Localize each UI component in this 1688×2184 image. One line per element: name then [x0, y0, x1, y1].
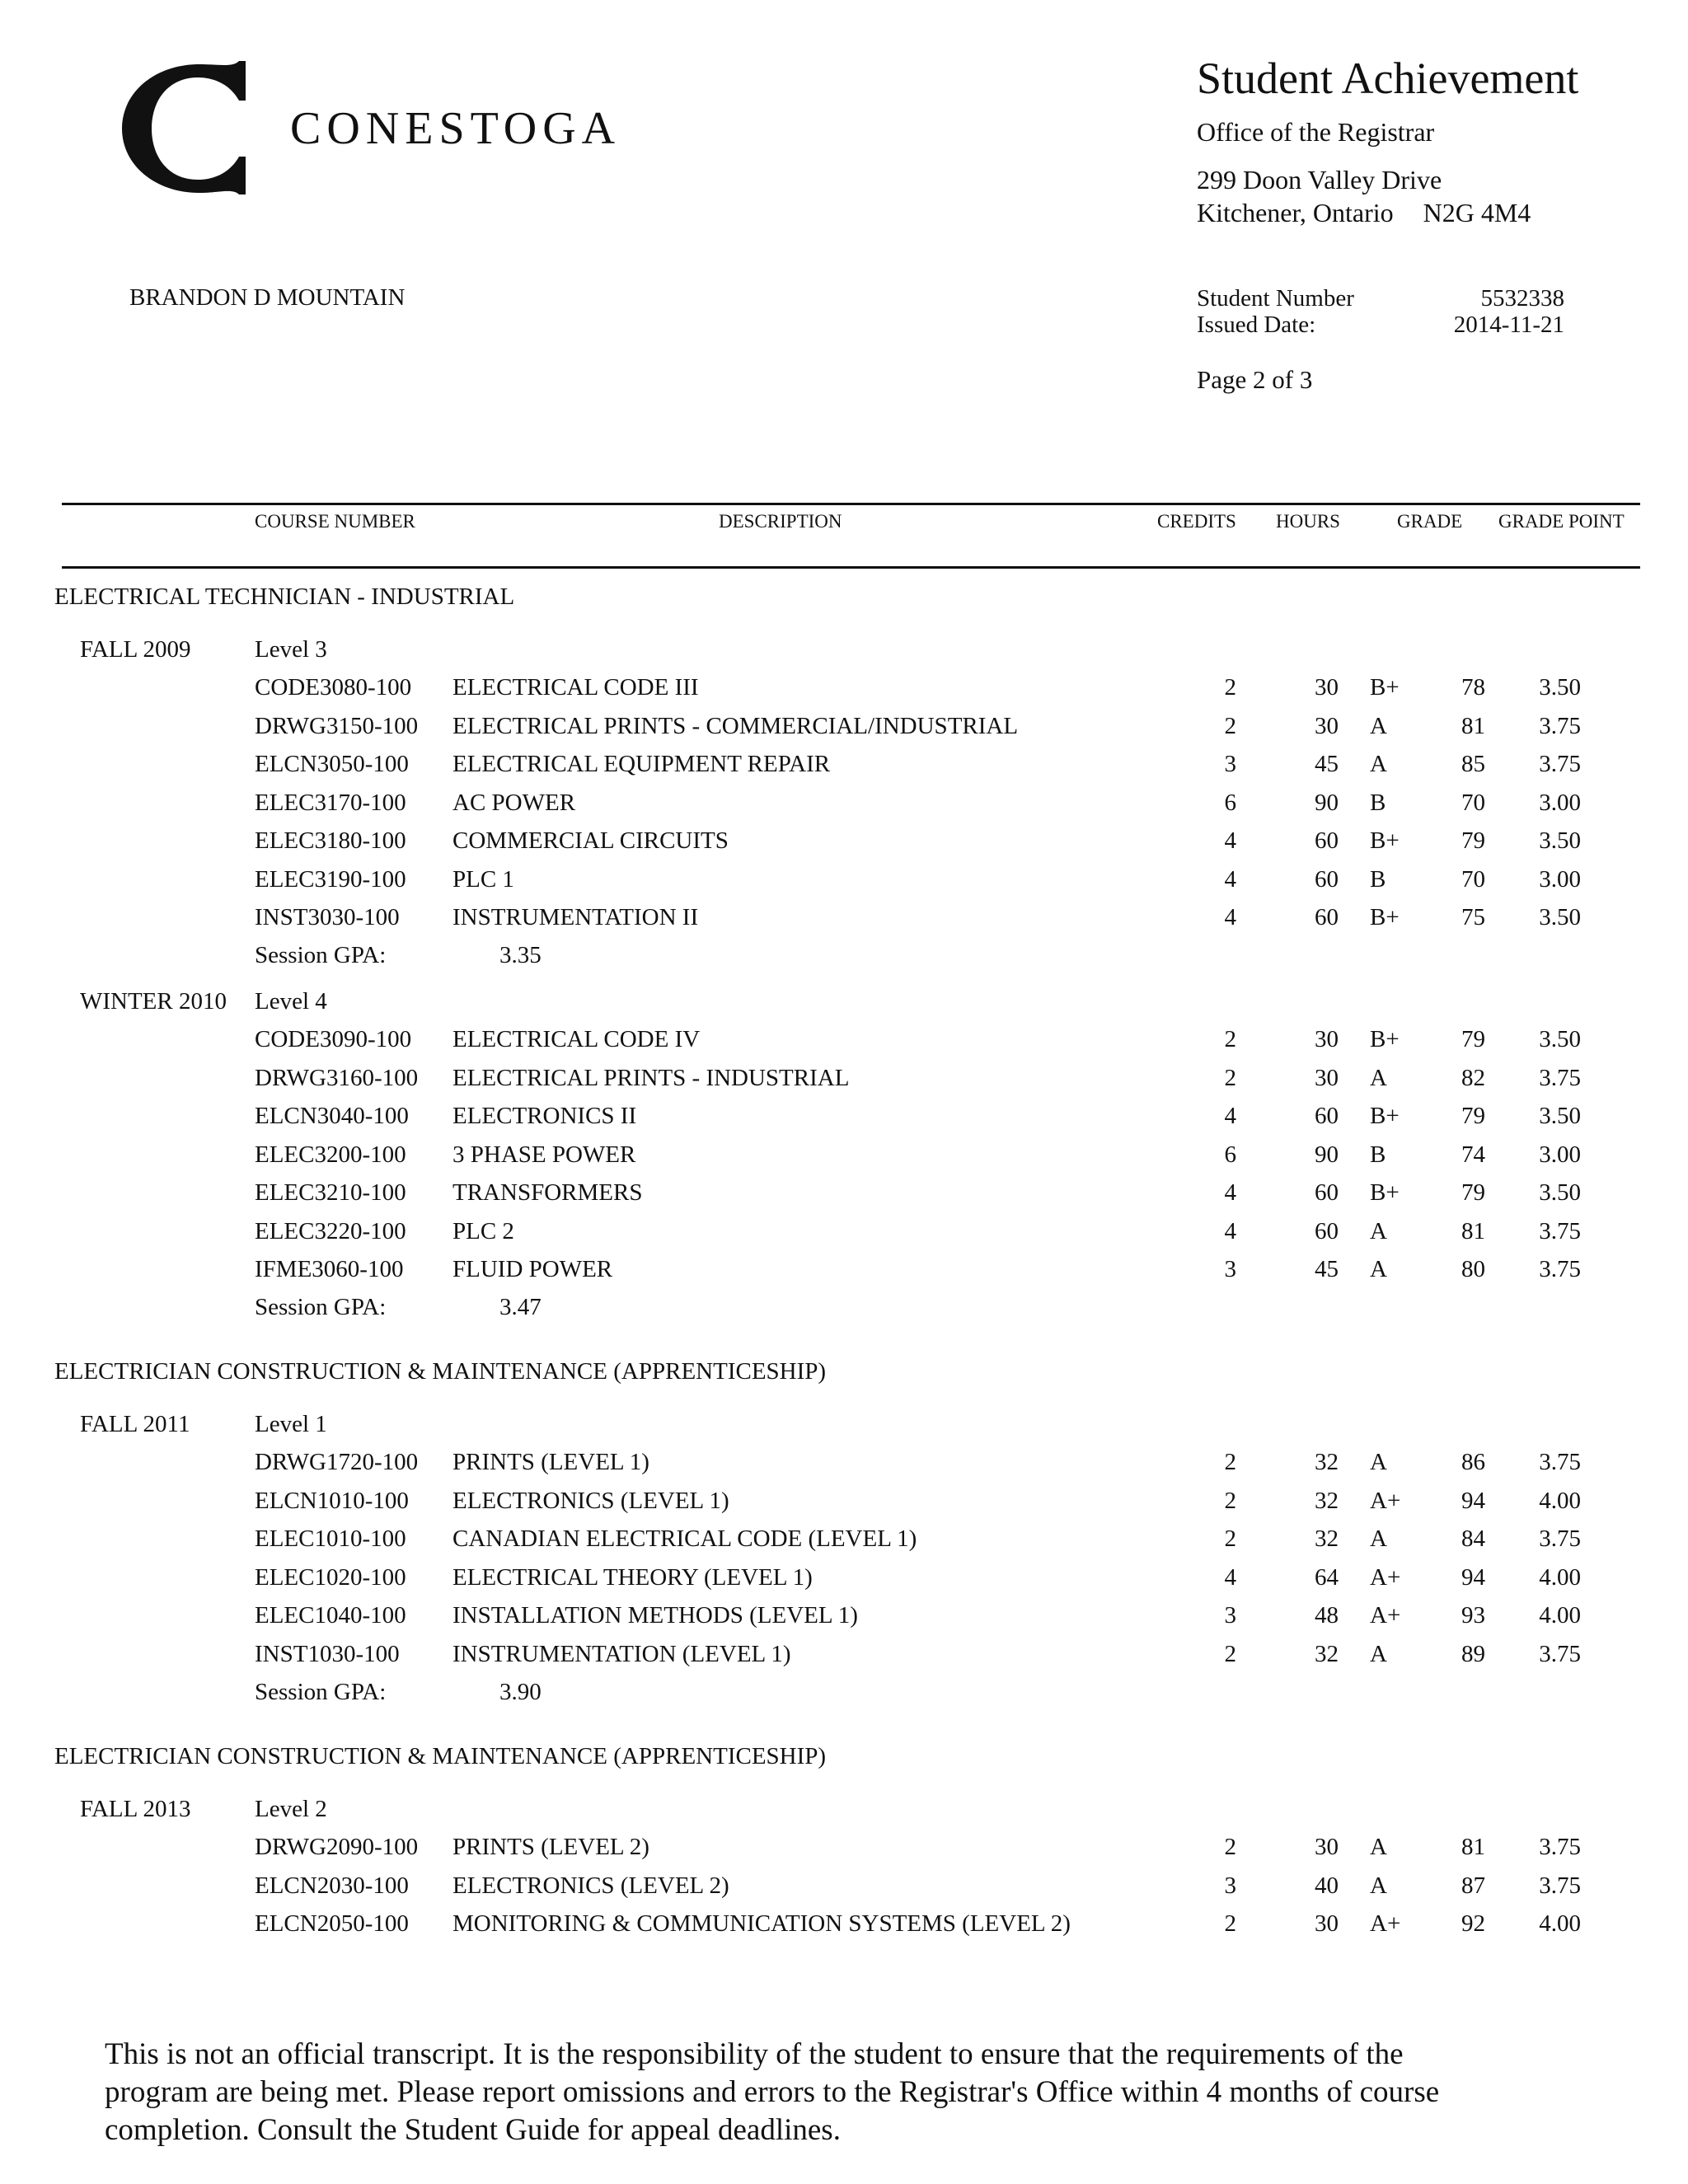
course-percent: 78: [1461, 674, 1485, 701]
address-city-line: [1197, 198, 1531, 228]
course-description: CANADIAN ELECTRICAL CODE (LEVEL 1): [452, 1526, 917, 1552]
disclaimer-line: completion. Consult the Student Guide for appeal deadlines.: [105, 2113, 841, 2147]
course-grade-point: 3.75: [1539, 1526, 1581, 1552]
course-grade: A+: [1370, 1564, 1401, 1591]
course-number: ELEC3190-100: [255, 866, 406, 893]
disclaimer-footer: [105, 2036, 1588, 2149]
session-term: WINTER 2010: [80, 988, 227, 1015]
course-description: ELECTRONICS (LEVEL 1): [452, 1488, 729, 1514]
course-percent: 81: [1461, 1218, 1485, 1244]
address-city: Kitchener, Ontario: [1197, 198, 1394, 227]
course-number: CODE3080-100: [255, 674, 412, 701]
course-credits: 2: [1224, 1526, 1236, 1552]
course-number: ELCN2050-100: [255, 1910, 409, 1937]
course-hours: 30: [1315, 1910, 1339, 1937]
student-number-value: 5532338: [1480, 285, 1564, 312]
course-percent: 94: [1461, 1488, 1485, 1514]
session-level: Level 3: [255, 636, 327, 663]
course-hours: 45: [1315, 1256, 1339, 1282]
course-percent: 84: [1461, 1526, 1485, 1552]
course-grade: A: [1370, 1256, 1387, 1282]
session-term: FALL 2013: [80, 1796, 191, 1822]
course-percent: 92: [1461, 1910, 1485, 1937]
course-grade: A+: [1370, 1602, 1401, 1629]
course-description: ELECTRONICS II: [452, 1103, 637, 1129]
course-percent: 94: [1461, 1564, 1485, 1591]
course-credits: 4: [1224, 904, 1236, 930]
course-hours: 32: [1315, 1526, 1339, 1552]
course-credits: 4: [1224, 1179, 1236, 1206]
course-number: ELEC3170-100: [255, 790, 406, 816]
course-credits: 4: [1224, 827, 1236, 854]
course-grade: B+: [1370, 674, 1400, 701]
course-grade: B: [1370, 790, 1386, 816]
header-rule-top: [62, 503, 1640, 505]
course-number: ELCN3050-100: [255, 751, 409, 777]
course-description: TRANSFORMERS: [452, 1179, 643, 1206]
course-hours: 32: [1315, 1449, 1339, 1475]
course-credits: 4: [1224, 1218, 1236, 1244]
course-number: INST3030-100: [255, 904, 400, 930]
course-description: PRINTS (LEVEL 2): [452, 1834, 649, 1860]
course-grade: A: [1370, 1526, 1387, 1552]
course-percent: 89: [1461, 1641, 1485, 1667]
course-hours: 60: [1315, 1218, 1339, 1244]
course-credits: 2: [1224, 1641, 1236, 1667]
column-header-course-number: COURSE NUMBER: [255, 511, 415, 532]
document-title: Student Achievement: [1197, 54, 1579, 103]
course-percent: 81: [1461, 1834, 1485, 1860]
course-grade: B+: [1370, 1026, 1400, 1052]
course-number: DRWG3150-100: [255, 713, 419, 739]
course-credits: 2: [1224, 713, 1236, 739]
course-number: ELCN1010-100: [255, 1488, 409, 1514]
column-header-hours: HOURS: [1276, 511, 1340, 532]
session-term: FALL 2009: [80, 636, 191, 663]
course-description: ELECTRICAL CODE III: [452, 674, 699, 701]
course-grade: B+: [1370, 1179, 1400, 1206]
course-grade-point: 4.00: [1539, 1488, 1581, 1514]
course-grade-point: 3.75: [1539, 1256, 1581, 1282]
course-description: FLUID POWER: [452, 1256, 613, 1282]
course-hours: 60: [1315, 866, 1339, 893]
course-grade-point: 3.75: [1539, 1641, 1581, 1667]
course-description: AC POWER: [452, 790, 576, 816]
course-hours: 30: [1315, 1026, 1339, 1052]
course-hours: 30: [1315, 1834, 1339, 1860]
course-grade-point: 3.75: [1539, 1218, 1581, 1244]
course-number: ELEC1040-100: [255, 1602, 406, 1629]
issued-date-label: Issued Date:: [1197, 312, 1316, 338]
course-number: ELEC3180-100: [255, 827, 406, 854]
session-level: Level 1: [255, 1411, 327, 1437]
course-grade: B: [1370, 1141, 1386, 1168]
session-term: FALL 2011: [80, 1411, 190, 1437]
course-hours: 90: [1315, 1141, 1339, 1168]
session-gpa-label: Session GPA:: [255, 942, 387, 968]
course-number: ELEC1010-100: [255, 1526, 406, 1552]
course-grade: A: [1370, 1065, 1387, 1091]
course-hours: 32: [1315, 1641, 1339, 1667]
course-credits: 2: [1224, 1910, 1236, 1937]
student-name: BRANDON D MOUNTAIN: [129, 284, 406, 311]
course-grade-point: 3.75: [1539, 713, 1581, 739]
course-grade: B+: [1370, 827, 1400, 854]
program-heading: ELECTRICIAN CONSTRUCTION & MAINTENANCE (APPRENTICESHIP): [54, 1358, 827, 1385]
session-level: Level 2: [255, 1796, 327, 1822]
course-number: DRWG2090-100: [255, 1834, 419, 1860]
course-description: ELECTRICAL THEORY (LEVEL 1): [452, 1564, 813, 1591]
session-gpa-label: Session GPA:: [255, 1679, 387, 1705]
course-credits: 3: [1224, 1256, 1236, 1282]
course-grade-point: 3.50: [1539, 1179, 1581, 1206]
course-grade: A: [1370, 1449, 1387, 1475]
course-description: ELECTRICAL EQUIPMENT REPAIR: [452, 751, 831, 777]
course-hours: 48: [1315, 1602, 1339, 1629]
course-description: PRINTS (LEVEL 1): [452, 1449, 649, 1475]
course-number: ELEC3210-100: [255, 1179, 406, 1206]
program-heading: ELECTRICIAN CONSTRUCTION & MAINTENANCE (APPRENTICESHIP): [54, 1743, 827, 1769]
course-percent: 93: [1461, 1602, 1485, 1629]
course-grade-point: 4.00: [1539, 1602, 1581, 1629]
course-grade-point: 3.00: [1539, 790, 1581, 816]
course-percent: 87: [1461, 1872, 1485, 1899]
course-percent: 74: [1461, 1141, 1485, 1168]
course-description: ELECTRICAL PRINTS - COMMERCIAL/INDUSTRIAL: [452, 713, 1019, 739]
conestoga-logo-icon: [115, 58, 256, 198]
session-level: Level 4: [255, 988, 327, 1015]
course-credits: 3: [1224, 1872, 1236, 1899]
course-credits: 3: [1224, 1602, 1236, 1629]
course-grade-point: 3.75: [1539, 751, 1581, 777]
course-percent: 85: [1461, 751, 1485, 777]
column-header-description: DESCRIPTION: [719, 511, 842, 532]
course-grade: A+: [1370, 1910, 1401, 1937]
course-percent: 70: [1461, 866, 1485, 893]
course-grade-point: 3.00: [1539, 1141, 1581, 1168]
course-hours: 60: [1315, 1103, 1339, 1129]
course-number: DRWG3160-100: [255, 1065, 419, 1091]
course-description: COMMERCIAL CIRCUITS: [452, 827, 729, 854]
course-description: ELECTRONICS (LEVEL 2): [452, 1872, 729, 1899]
course-hours: 60: [1315, 827, 1339, 854]
course-grade-point: 3.75: [1539, 1834, 1581, 1860]
course-credits: 2: [1224, 1026, 1236, 1052]
course-number: ELEC1020-100: [255, 1564, 406, 1591]
course-number: ELCN2030-100: [255, 1872, 409, 1899]
course-grade: A: [1370, 1641, 1387, 1667]
address-street: 299 Doon Valley Drive: [1197, 165, 1442, 194]
course-credits: 2: [1224, 674, 1236, 701]
course-percent: 86: [1461, 1449, 1485, 1475]
course-grade-point: 4.00: [1539, 1910, 1581, 1937]
course-description: 3 PHASE POWER: [452, 1141, 636, 1168]
course-number: ELEC3200-100: [255, 1141, 406, 1168]
course-grade: A+: [1370, 1488, 1401, 1514]
program-heading: ELECTRICAL TECHNICIAN - INDUSTRIAL: [54, 583, 515, 610]
course-hours: 45: [1315, 751, 1339, 777]
course-grade: A: [1370, 1834, 1387, 1860]
course-grade-point: 4.00: [1539, 1564, 1581, 1591]
office-name: Office of the Registrar: [1197, 117, 1435, 147]
course-credits: 2: [1224, 1834, 1236, 1860]
course-number: INST1030-100: [255, 1641, 400, 1667]
course-credits: 3: [1224, 751, 1236, 777]
course-grade-point: 3.50: [1539, 1026, 1581, 1052]
course-grade: A: [1370, 751, 1387, 777]
course-grade: A: [1370, 1872, 1387, 1899]
course-percent: 70: [1461, 790, 1485, 816]
course-description: PLC 1: [452, 866, 514, 893]
course-description: INSTRUMENTATION (LEVEL 1): [452, 1641, 791, 1667]
course-percent: 79: [1461, 1103, 1485, 1129]
course-description: INSTALLATION METHODS (LEVEL 1): [452, 1602, 858, 1629]
course-description: PLC 2: [452, 1218, 514, 1244]
session-gpa-value: 3.35: [499, 942, 542, 968]
course-grade-point: 3.50: [1539, 827, 1581, 854]
header-rule-bottom: [62, 566, 1640, 569]
course-percent: 79: [1461, 1026, 1485, 1052]
session-gpa-value: 3.90: [499, 1679, 542, 1705]
course-grade: B+: [1370, 904, 1400, 930]
course-number: CODE3090-100: [255, 1026, 412, 1052]
course-hours: 30: [1315, 674, 1339, 701]
disclaimer-line: program are being met. Please report omissions and errors to the Registrar's Office within 4 months of course: [105, 2075, 1440, 2109]
course-number: IFME3060-100: [255, 1256, 404, 1282]
course-hours: 32: [1315, 1488, 1339, 1514]
course-grade-point: 3.50: [1539, 674, 1581, 701]
course-hours: 30: [1315, 713, 1339, 739]
course-credits: 6: [1224, 1141, 1236, 1168]
course-percent: 79: [1461, 1179, 1485, 1206]
session-gpa-label: Session GPA:: [255, 1294, 387, 1320]
address-postal: N2G 4M4: [1423, 198, 1531, 227]
course-hours: 40: [1315, 1872, 1339, 1899]
course-description: MONITORING & COMMUNICATION SYSTEMS (LEVEL 2): [452, 1910, 1071, 1937]
student-number-label: Student Number: [1197, 285, 1354, 312]
course-hours: 30: [1315, 1065, 1339, 1091]
course-hours: 64: [1315, 1564, 1339, 1591]
course-description: INSTRUMENTATION II: [452, 904, 699, 930]
course-percent: 79: [1461, 827, 1485, 854]
course-grade: B: [1370, 866, 1386, 893]
course-grade-point: 3.75: [1539, 1872, 1581, 1899]
course-credits: 2: [1224, 1449, 1236, 1475]
course-grade-point: 3.00: [1539, 866, 1581, 893]
course-hours: 90: [1315, 790, 1339, 816]
course-hours: 60: [1315, 904, 1339, 930]
column-header-grade: GRADE: [1397, 511, 1463, 532]
page-number: Page 2 of 3: [1197, 365, 1313, 394]
course-credits: 4: [1224, 866, 1236, 893]
course-grade: A: [1370, 713, 1387, 739]
course-number: DRWG1720-100: [255, 1449, 419, 1475]
course-grade-point: 3.75: [1539, 1065, 1581, 1091]
session-gpa-value: 3.47: [499, 1294, 542, 1320]
course-grade: B+: [1370, 1103, 1400, 1129]
course-percent: 80: [1461, 1256, 1485, 1282]
disclaimer-line: This is not an official transcript. It is the responsibility of the student to ensure that the requirements of the: [105, 2037, 1404, 2071]
course-credits: 4: [1224, 1564, 1236, 1591]
course-percent: 75: [1461, 904, 1485, 930]
course-description: ELECTRICAL CODE IV: [452, 1026, 701, 1052]
course-credits: 2: [1224, 1065, 1236, 1091]
issued-date-value: 2014-11-21: [1453, 312, 1564, 338]
course-grade: A: [1370, 1218, 1387, 1244]
column-header-grade-point: GRADE POINT: [1498, 511, 1625, 532]
course-credits: 6: [1224, 790, 1236, 816]
course-credits: 4: [1224, 1103, 1236, 1129]
course-percent: 81: [1461, 713, 1485, 739]
course-description: ELECTRICAL PRINTS - INDUSTRIAL: [452, 1065, 850, 1091]
course-number: ELEC3220-100: [255, 1218, 406, 1244]
course-credits: 2: [1224, 1488, 1236, 1514]
course-grade-point: 3.75: [1539, 1449, 1581, 1475]
course-number: ELCN3040-100: [255, 1103, 409, 1129]
course-hours: 60: [1315, 1179, 1339, 1206]
logo-wordmark: CONESTOGA: [290, 103, 621, 154]
course-percent: 82: [1461, 1065, 1485, 1091]
course-grade-point: 3.50: [1539, 1103, 1581, 1129]
course-grade-point: 3.50: [1539, 904, 1581, 930]
column-header-credits: CREDITS: [1157, 511, 1236, 532]
